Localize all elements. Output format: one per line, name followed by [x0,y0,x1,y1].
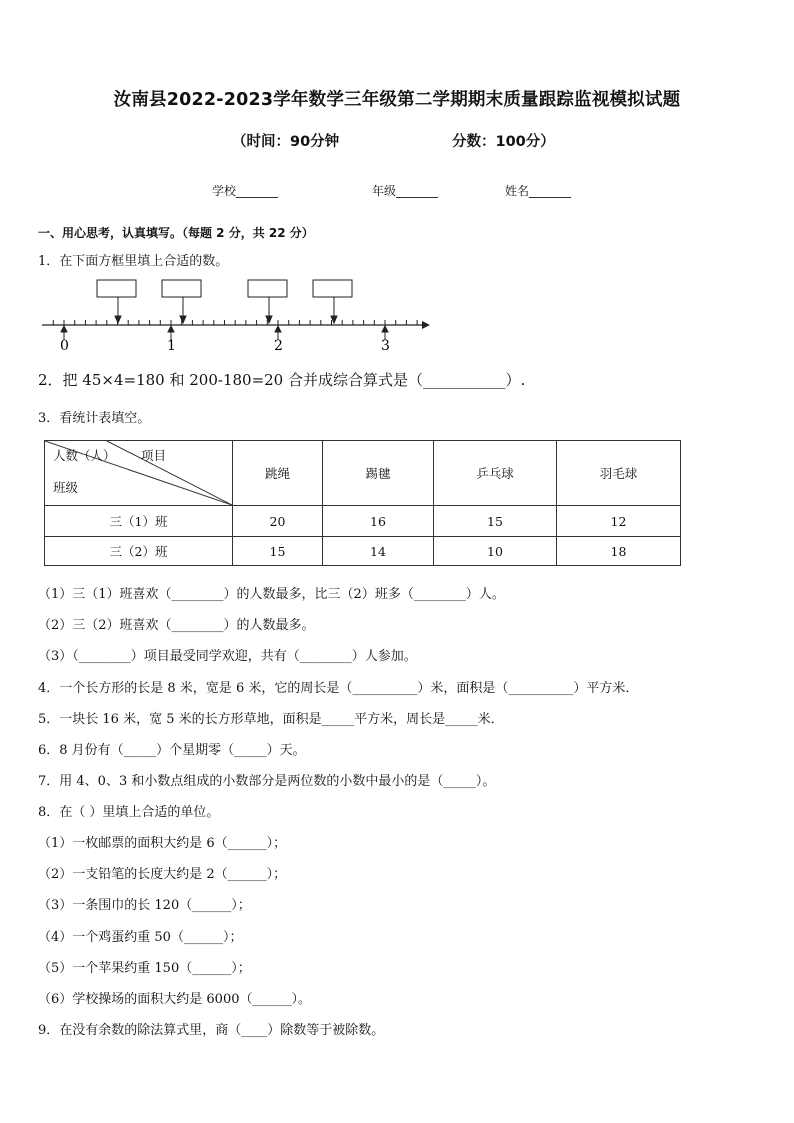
table-cell: 10 [434,537,557,566]
question-8: 8．在（ ）里填上合适的单位。 [38,805,220,820]
column-header: 跳绳 [233,441,323,506]
question-4: 4．一个长方形的长是 8 米，宽是 6 米，它的周长是（__________）米，面积是（__________）平方米． [38,681,639,696]
school-field: 学校_______ [212,184,279,198]
table-cell: 15 [434,506,557,537]
tick-label-1: 1 [167,338,176,354]
table-cell: 18 [557,537,681,566]
question-1: 1．在下面方框里填上合适的数。 [38,254,229,269]
grade-field: 年级_______ [372,184,439,198]
question-7: 7．用 4、0、3 和小数点组成的小数部分是两位数的小数中最小的是（_____）。 [38,774,496,789]
question-8-item: （5）一个苹果约重 150（______）； [38,961,251,976]
question-8-item: （1）一枚邮票的面积大约是 6（______）； [38,836,287,851]
name-field: 姓名_______ [505,184,572,198]
question-3-part-1: （1）三（1）班喜欢（________）的人数最多，比三（2）班多（________）人。 [38,587,505,602]
table-row [45,537,681,566]
exam-score: 分数：100分） [452,134,555,150]
question-5: 5．一块长 16 米，宽 5 米的长方形草地，面积是_____平方米，周长是_____米． [38,712,504,727]
exam-time: （时间：90分钟 [232,134,340,150]
page-title: 汝南县2022-2023学年数学三年级第二学期期末质量跟踪监视模拟试题 [113,90,681,110]
tick-label-3: 3 [381,338,390,354]
question-3: 3．看统计表填空。 [38,411,151,426]
question-8-item: （4）一个鸡蛋约重 50（______）； [38,930,243,945]
question-9: 9．在没有余数的除法算式里，商（____）除数等于被除数。 [38,1023,385,1038]
table-row [45,506,681,537]
row-header: 三（2）班 [45,537,233,566]
table-cell: 14 [323,537,434,566]
section-heading: 一、用心思考，认真填写。（每题 2 分，共 22 分） [38,226,314,240]
question-3-part-2: （2）三（2）班喜欢（________）的人数最多。 [38,618,315,633]
row-header: 三（1）班 [45,506,233,537]
tick-label-2: 2 [274,338,283,354]
table-cell: 15 [233,537,323,566]
column-header: 羽毛球 [557,441,681,506]
stats-table [44,440,681,566]
column-header: 踢毽 [323,441,434,506]
corner-label-item: 项目 [141,448,167,463]
table-cell: 20 [233,506,323,537]
question-8-item: （3）一条围巾的长 120（______）； [38,898,251,913]
corner-label-people: 人数（人） [53,448,116,463]
question-8-item: （2）一支铅笔的长度大约是 2（______）； [38,867,287,882]
table-cell: 12 [557,506,681,537]
table-corner-header [45,441,233,506]
number-line [38,276,438,360]
answer-box [97,280,352,297]
column-header: 乒乓球 [434,441,557,506]
question-3-part-3: （3）（________）项目最受同学欢迎，共有（________）人参加。 [38,649,417,664]
question-6: 6．8 月份有（_____）个星期零（_____）天。 [38,743,306,758]
corner-label-class: 班级 [53,480,79,495]
table-cell: 16 [323,506,434,537]
tick-label-0: 0 [60,338,69,354]
question-8-item: （6）学校操场的面积大约是 6000（______）。 [38,992,311,1007]
question-2: 2．把 45×4=180 和 200-180=20 合并成综合算式是（___________）. [38,371,526,389]
